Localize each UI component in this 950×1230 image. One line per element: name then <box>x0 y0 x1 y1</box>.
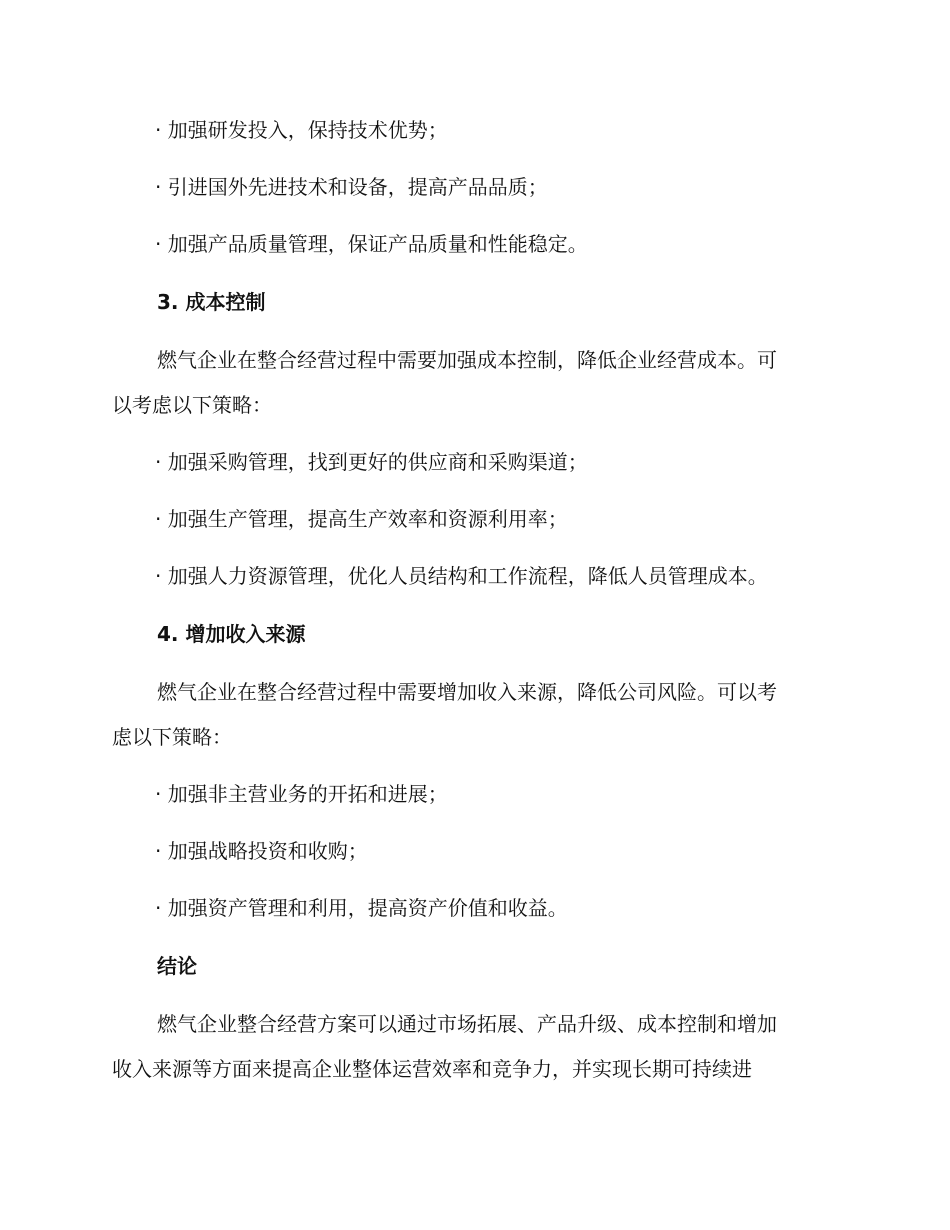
section-heading: 4. 增加收入来源 <box>157 622 306 646</box>
paragraph-line: 虑以下策略： <box>112 725 232 749</box>
bullet-item: · 加强生产管理，提高生产效率和资源利用率； <box>155 507 568 531</box>
bullet-item: · 加强人力资源管理，优化人员结构和工作流程，降低人员管理成本。 <box>155 564 768 588</box>
bullet-item: · 加强战略投资和收购； <box>155 839 368 863</box>
bullet-item: · 加强采购管理，找到更好的供应商和采购渠道； <box>155 450 588 474</box>
section-heading: 3. 成本控制 <box>157 290 266 314</box>
bullet-item: · 加强资产管理和利用，提高资产价值和收益。 <box>155 896 568 920</box>
paragraph-line: 以考虑以下策略： <box>112 393 272 417</box>
bullet-item: · 加强非主营业务的开拓和进展； <box>155 782 448 806</box>
bullet-item: · 加强产品质量管理，保证产品质量和性能稳定。 <box>155 232 588 256</box>
paragraph-line: 收入来源等方面来提高企业整体运营效率和竞争力，并实现长期可持续进 <box>112 1057 752 1081</box>
bullet-item: · 加强研发投入，保持技术优势； <box>155 118 448 142</box>
paragraph-line: 燃气企业在整合经营过程中需要增加收入来源，降低公司风险。可以考 <box>157 680 777 704</box>
paragraph-line: 燃气企业整合经营方案可以通过市场拓展、产品升级、成本控制和增加 <box>157 1012 777 1036</box>
paragraph-line: 燃气企业在整合经营过程中需要加强成本控制，降低企业经营成本。可 <box>157 348 777 372</box>
section-heading: 结论 <box>157 954 197 978</box>
bullet-item: · 引进国外先进技术和设备，提高产品品质； <box>155 175 548 199</box>
